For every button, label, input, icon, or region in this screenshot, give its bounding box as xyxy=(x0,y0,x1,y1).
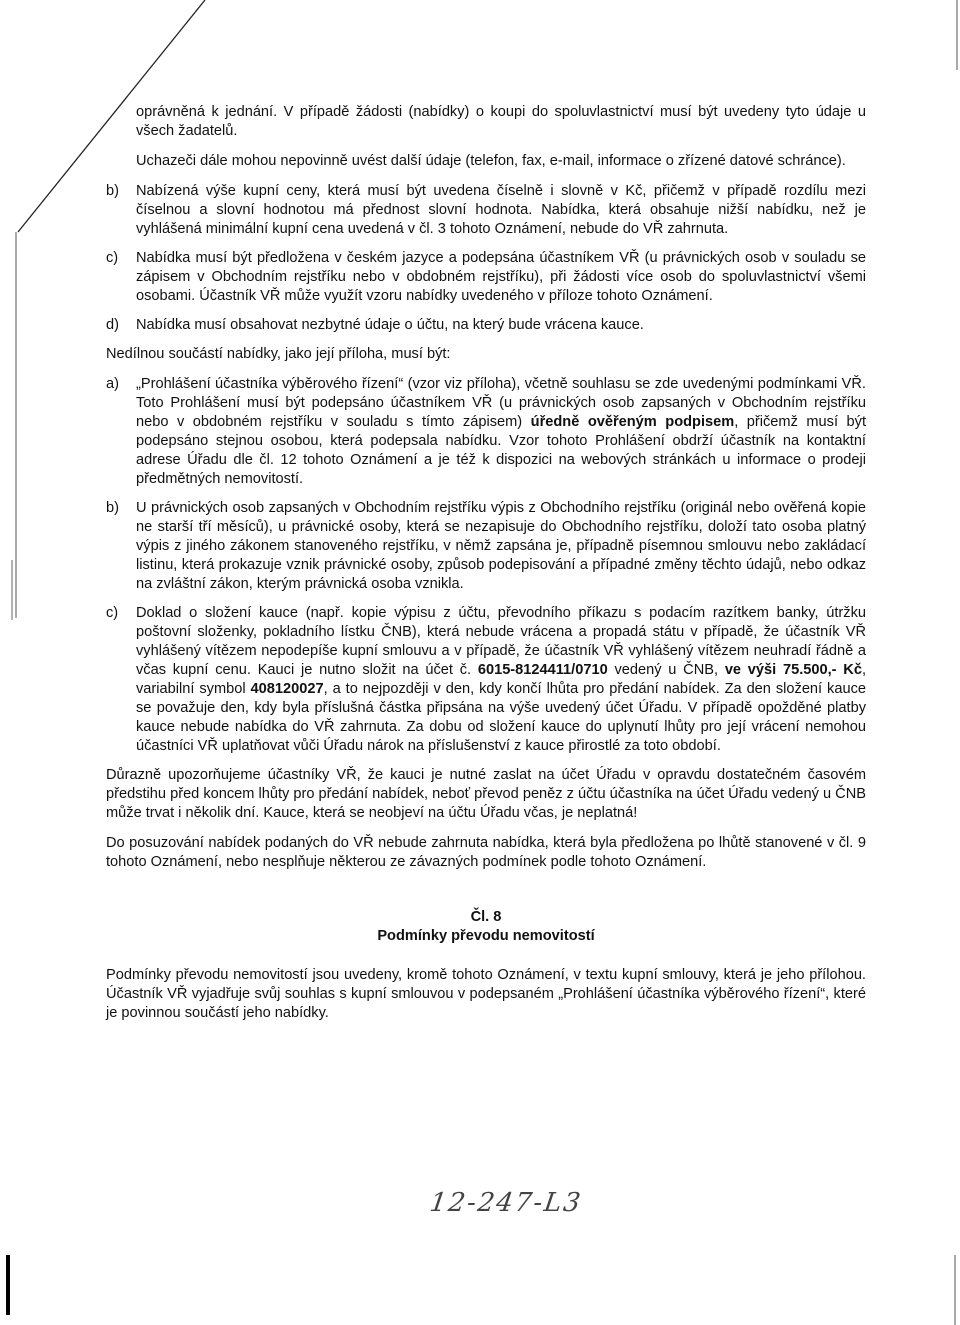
list2-item-c xyxy=(106,604,866,756)
section-heading xyxy=(106,908,866,946)
warning-paragraph: Důrazně upozorňujeme účastníky VŘ, že kauci je nutné zaslat na účet Úřadu v opravdu dostatečném časovém předstihu před koncem lhůty pro předání nabídek, neboť převod peněz z účtu účastníka na účet Úřadu vedený u ČNB může trvat i několik dní. Kauce, která se neobjeví na účtu Úřadu včas, je neplatná! xyxy=(106,767,866,821)
late-offers-paragraph: Do posuzování nabídek podaných do VŘ nebude zahrnuta nabídka, která byla předložena po lhůtě stanovené v čl. 9 tohoto Oznámení, nebo nesplňuje některou ze závazných podmínek podle tohoto Oznámení. xyxy=(106,835,866,870)
list-text: Nabídka musí být předložena v českém jazyce a podepsána účastníkem VŘ (u právnických osob v souladu se zápisem v Obchodním rejstříku nebo v obdobném rejstříku), při žádosti více osob do spoluvlastnictví všemi osobami. Účastník VŘ může využít vzoru nabídky uvedeného v příloze tohoto Oznámení. xyxy=(136,250,866,304)
section-paragraph: Podmínky převodu nemovitostí jsou uvedeny, kromě tohoto Oznámení, v textu kupní smlouvy, která je jeho přílohou. Účastník VŘ vyjadřuje svůj souhlas s kupní smlouvou v podepsaném „Prohlášení účastníka výběrového řízení“, které je povinnou součástí jeho nabídky. xyxy=(106,967,866,1021)
section-title: Podmínky převodu nemovitostí xyxy=(377,928,595,944)
list-text-part: Doklad o složení kauce (např. kopie výpisu z účtu, převodního příkazu s podacím razítkem banky, útržku poštovní složenky, pokladního lístku ČNB), která nebude vrácena a propadá státu v případě, že účastník VŘ vyhlášený vítězem nepodepíše kupní smlouvu a v případě, že účastník VŘ vyhlášený vítězem neuhradí řádně a včas kupní cenu. Kauci je nutno složit na účet č. xyxy=(136,605,866,678)
list-text-part: „Prohlášení účastníka výběrového řízení“ (vzor viz příloha), včetně souhlasu se zde uvedenými podmínkami VŘ. Toto Prohlášení musí být podepsáno účastníkem VŘ (u právnických osob zapsaných v Obchodním rejstříku nebo v obdobném rejstříku v souladu s tímto zápisem) xyxy=(136,376,866,430)
list-text-part: , a to nejpozději v den, kdy končí lhůta pro předání nabídek. Za den složení kauce se považuje den, kdy byla příslušná částka připsána na výše uvedený účet Úřadu. V případě opožděné platby kauce nebude nabídka do VŘ zahrnuta. Za dobu od složení kauce do uplynutí lhůty pro její vrácení nemohou účastníci VŘ uplatňovat vůči Úřadu nárok na příslušenství z kauce přirostlé za toto období. xyxy=(136,681,866,754)
account-number: 6015-8124411/0710 xyxy=(477,662,608,678)
attachments-intro: Nedílnou součástí nabídky, jako její příloha, musí být: xyxy=(106,346,451,362)
list-label: c) xyxy=(106,605,119,621)
handwritten-note: 12-247-L3 xyxy=(427,1188,585,1218)
intro-paragraph-1: oprávněná k jednání. V případě žádosti (nabídky) o koupi do spoluvlastnictví musí být uvedeny tyto údaje u všech žadatelů. xyxy=(136,104,866,139)
section-number: Čl. 8 xyxy=(470,909,502,925)
list1-item-b xyxy=(106,182,866,239)
list-label: d) xyxy=(106,317,119,333)
list1-item-d xyxy=(106,316,866,335)
bold-phrase: úředně ověřeným podpisem xyxy=(530,414,735,430)
list-label: b) xyxy=(106,500,119,516)
document-page xyxy=(106,103,866,1034)
list-label: b) xyxy=(106,183,119,199)
list1-item-c xyxy=(106,249,866,306)
list-text-part: , variabilní symbol xyxy=(136,662,867,697)
list-label: c) xyxy=(106,250,119,266)
list2-item-b xyxy=(106,499,866,594)
list-text-part: vedený u ČNB, xyxy=(614,662,719,678)
list-text xyxy=(136,375,866,489)
list-label: a) xyxy=(106,376,119,392)
intro-paragraph-2: Uchazeči dále mohou nepovinně uvést další údaje (telefon, fax, e-mail, informace o zřízené datové schránce). xyxy=(136,153,846,169)
list-text-part: , přičemž musí být podepsáno stejnou osobou, která podepsala nabídku. Vzor tohoto Prohlášení obdrží účastník na kontaktní adrese Úřadu dle čl. 12 tohoto Oznámení a je též k dispozici na webových stránkách u informace o prodeji předmětných nemovitostí. xyxy=(136,414,867,487)
variable-symbol: 408120027 xyxy=(250,681,324,697)
list-text xyxy=(136,604,866,756)
list-text: U právnických osob zapsaných v Obchodním rejstříku výpis z Obchodního rejstříku (originál nebo ověřená kopie ne starší tří měsíců), u právnické osoby, která se nezapisuje do Obchodního rejstříku, doloží tato osoba platný výpis z jiného zákonem stanoveného rejstříku, v němž zapsána je, případně písemnou smlouvu nebo zakládací listinu, která prokazuje vznik právnické osoby, způsob podepisování a případné změny těchto údajů, nebo odkaz na zvláštní zákon, kterým právnická osoba vznikla. xyxy=(136,500,866,592)
deposit-amount: ve výši 75.500,- Kč xyxy=(724,662,862,678)
list-text: Nabídka musí obsahovat nezbytné údaje o účtu, na který bude vrácena kauce. xyxy=(136,317,644,333)
list-text: Nabízená výše kupní ceny, která musí být uvedena číselně i slovně v Kč, přičemž v případě rozdílu mezi číselnou a slovní hodnotou má přednost slovní hodnota. Nabídka, která obsahuje nižší nabídku, než je vyhlášená minimální kupní cena uvedená v čl. 3 tohoto Oznámení, nebude do VŘ zahrnuta. xyxy=(136,183,866,237)
list2-item-a xyxy=(106,375,866,489)
